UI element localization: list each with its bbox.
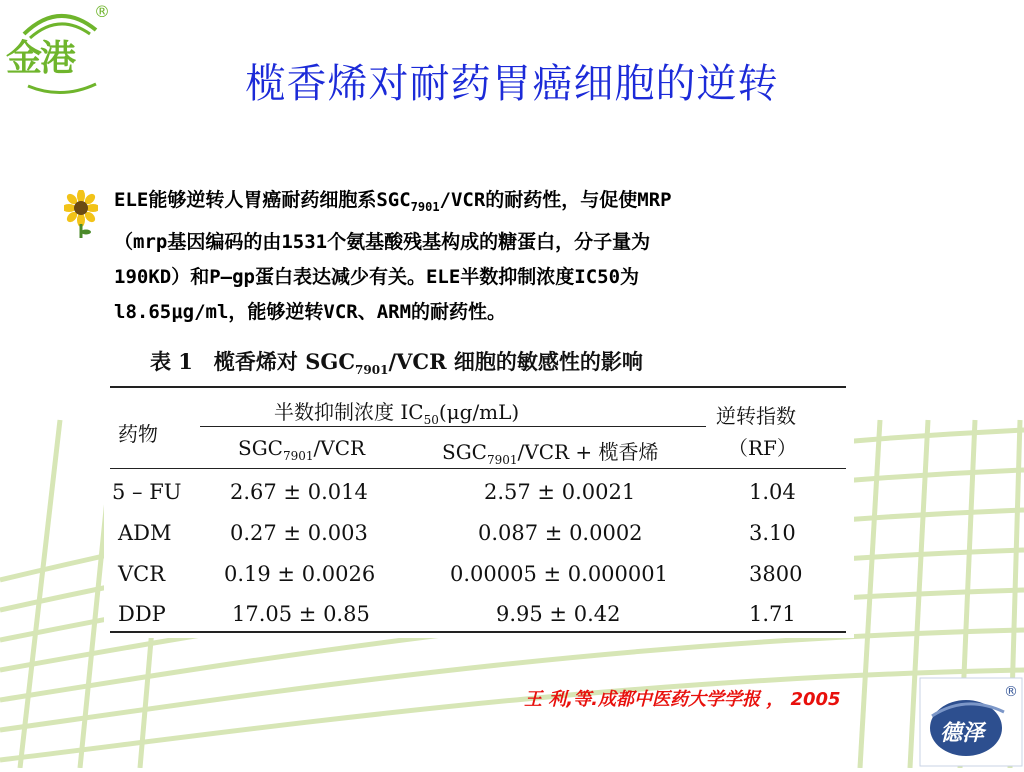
table-cell-rf: 1.04 [749,480,796,504]
header-col-vcr-ele-tail: /VCR + 榄香烯 [517,440,659,464]
table-cell-drug: DDP [118,602,166,626]
caption-subscript: 7901 [355,363,389,378]
table-cell-rf: 3.10 [749,521,796,545]
table-cell-drug: 5 – FU [112,480,182,504]
header-rf-line2: （RF） [728,436,797,460]
table-cell-ic-ele: 0.00005 ± 0.000001 [450,562,668,586]
table-cell-rf: 1.71 [749,602,796,626]
header-col-vcr-subscript: 7901 [282,449,314,463]
header-drug: 药物 [118,422,158,446]
caption-text: 表 1 榄香烯对 SGC [150,349,356,374]
table-cell-ic-ele: 0.087 ± 0.0002 [478,521,643,545]
caption-tail: /VCR 细胞的敏感性的影响 [388,349,643,374]
header-ic50-unit: (μg/mL) [438,400,520,424]
body-line-1-tail: /VCR的耐药性，与促使MRP [439,189,672,211]
header-col-vcr [238,436,365,463]
table-cell-ic-ele: 9.95 ± 0.42 [496,602,621,626]
table-bottom-rule [110,631,846,633]
header-col-vcr-text: SGC [238,436,283,460]
body-line-1-subscript: 7901 [410,199,440,214]
table-cell-drug: VCR [118,562,166,586]
table-cell-ic-vcr: 17.05 ± 0.85 [232,602,370,626]
body-line-1-text: ELE能够逆转人胃癌耐药细胞系SGC [114,189,411,211]
table-cell-ic-vcr: 0.27 ± 0.003 [230,521,368,545]
results-table [104,340,854,638]
company-logo-bottom [918,676,1024,768]
body-line-3: 190KD）和P—gp蛋白表达减少有关。ELE半数抑制浓度IC50为 [114,265,640,288]
header-col-vcr-ele [442,436,659,467]
header-ic50 [274,396,519,427]
table-top-rule [110,386,846,388]
table-caption [150,346,643,377]
logo-brand-text: 金港 [6,38,75,79]
table-cell-ic-vcr: 2.67 ± 0.014 [230,480,368,504]
table-header-rule [110,468,846,469]
logo-bottom-brand-text: 德泽 [940,721,985,746]
header-col-vcr-ele-text: SGC [442,440,487,464]
citation-text: 王 利,等.成都中医药大学学报 ， 2005 [524,689,841,710]
header-ic50-subscript: 50 [423,413,439,427]
header-col-vcr-ele-subscript: 7901 [486,453,518,467]
header-ic50-text: 半数抑制浓度 IC [274,400,424,424]
logo-bottom-registered-mark: ® [1004,684,1018,700]
logo-registered-mark: ® [94,2,110,21]
slide-title: 榄香烯对耐药胃癌细胞的逆转 [245,61,779,107]
header-rf-line1: 逆转指数 [716,404,796,428]
table-cell-ic-ele: 2.57 ± 0.0021 [484,480,636,504]
table-cell-drug: ADM [118,521,172,545]
table-cell-ic-vcr: 0.19 ± 0.0026 [224,562,376,586]
body-line-4: l8.65μg/ml，能够逆转VCR、ARM的耐药性。 [114,300,507,323]
body-paragraph [114,183,934,330]
header-col-vcr-tail: /VCR [313,436,366,460]
body-line-1 [114,183,934,225]
body-line-2: （mrp基因编码的由1531个氨基酸残基构成的糖蛋白，分子量为 [114,230,651,253]
sunflower-bullet-icon [64,190,98,238]
table-cell-rf: 3800 [749,562,803,586]
